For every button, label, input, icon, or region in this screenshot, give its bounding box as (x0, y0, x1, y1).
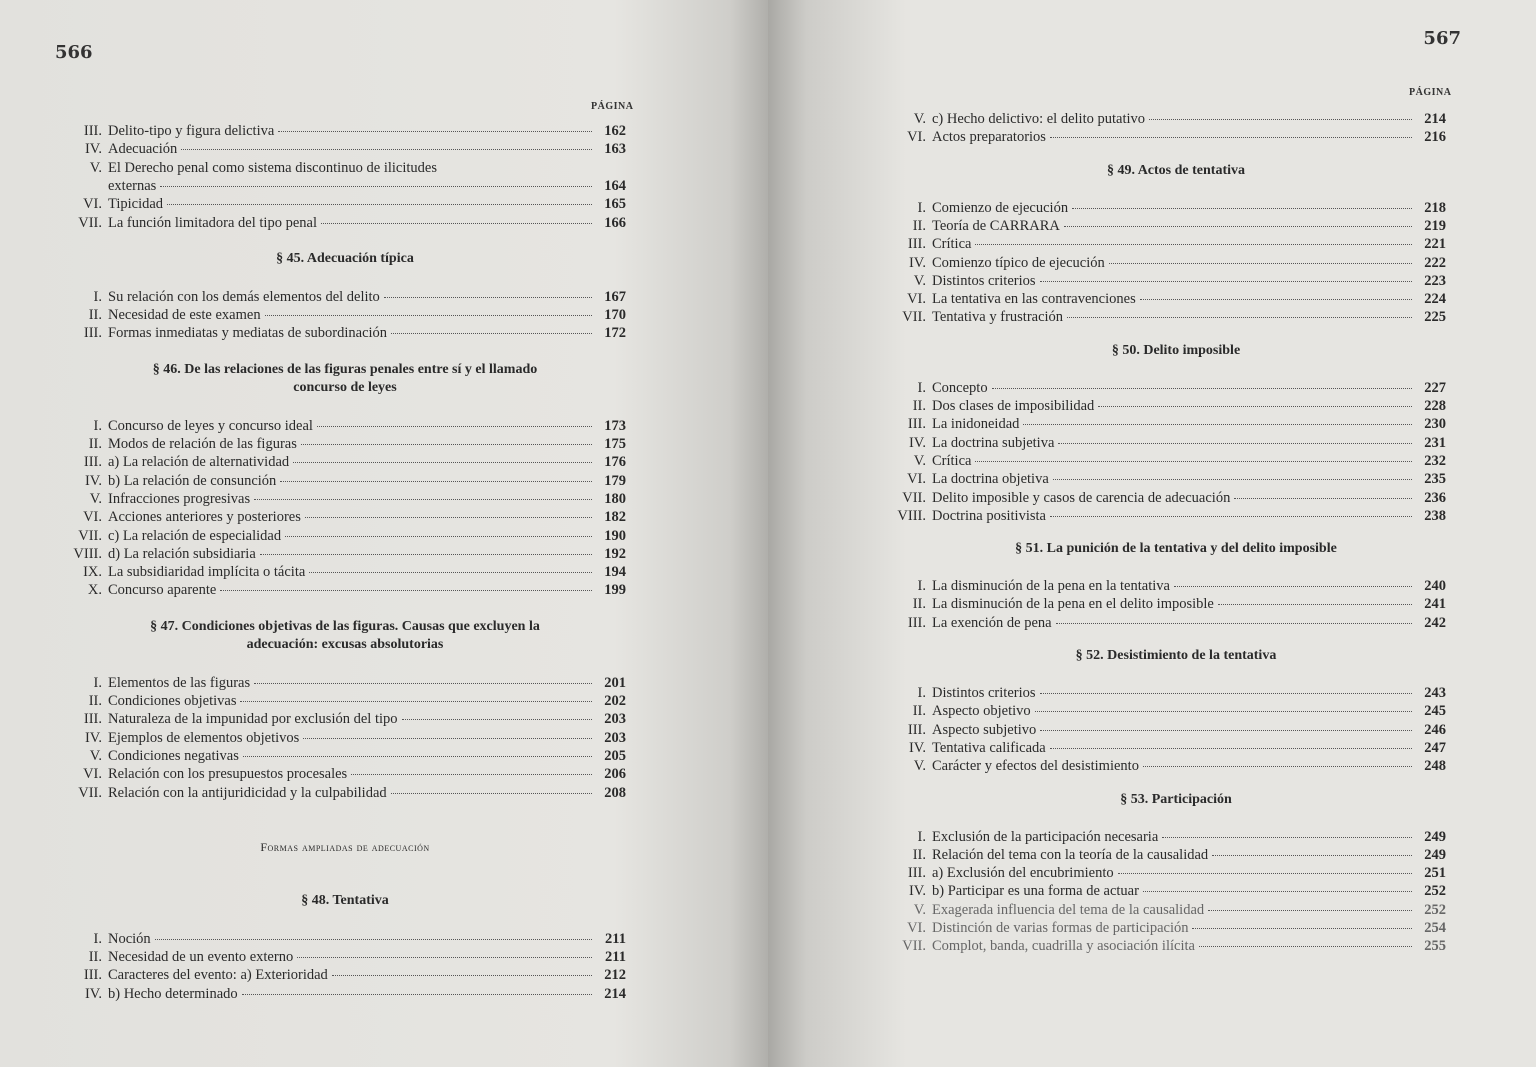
toc-entry (886, 937, 1446, 955)
leader-dots (1040, 269, 1412, 282)
entry-numeral: II. (912, 703, 926, 720)
leader-dots (1058, 431, 1412, 444)
entry-page: 218 (1424, 199, 1446, 216)
entry-page: 255 (1424, 938, 1446, 955)
entry-title: c) La relación de especialidad (108, 527, 282, 544)
leader-dots (301, 432, 592, 445)
section-heading-line: concurso de leyes (293, 379, 397, 395)
toc-entry (886, 614, 1446, 632)
leader-dots (254, 487, 592, 500)
entry-title: Formas inmediatas y mediatas de subordinación (108, 325, 388, 342)
entry-numeral: I. (917, 828, 926, 845)
entry-numeral: I. (93, 288, 102, 305)
leader-dots (1098, 394, 1412, 407)
entry-page: 231 (1424, 434, 1446, 451)
section-heading-line: adecuación: excusas absolutorias (246, 636, 444, 652)
entry-page: 202 (604, 693, 626, 709)
toc-entry (62, 214, 626, 232)
entry-title: Adecuación (108, 141, 178, 158)
leader-dots (384, 285, 592, 298)
entry-title: Delito imposible y casos de carencia de adecuación (932, 489, 1231, 506)
entry-numeral: V. (913, 901, 926, 918)
entry-numeral: IV. (908, 254, 926, 271)
entry-title: La disminución de la pena en la tentativa (932, 578, 1170, 595)
leader-dots (1140, 287, 1412, 300)
leader-dots (1050, 125, 1412, 138)
leader-dots (181, 137, 592, 150)
leader-dots (1143, 879, 1412, 892)
section-heading: § 52. Desistimiento de la tentativa (1075, 648, 1277, 663)
entry-title: Necesidad de un evento externo (108, 949, 294, 966)
leader-dots (1192, 916, 1412, 929)
part-heading: Formas ampliadas de adecuación (260, 839, 430, 854)
entry-title: Comienzo de ejecución (932, 199, 1069, 216)
leader-dots (1056, 611, 1412, 624)
entry-page: 241 (1424, 596, 1446, 613)
toc-entry (886, 128, 1446, 146)
entry-page: 249 (1424, 828, 1446, 845)
section-heading: § 48. Tentativa (301, 892, 389, 908)
leader-dots (297, 945, 592, 958)
leader-dots (1109, 251, 1412, 264)
entry-numeral: VIII. (897, 507, 926, 524)
entry-numeral: V. (89, 159, 102, 176)
entry-numeral: III. (83, 123, 102, 139)
entry-title: Concepto (932, 379, 988, 396)
entry-numeral: III. (83, 967, 102, 984)
entry-title: Dos clases de imposibilidad (932, 398, 1095, 414)
entry-page: 194 (604, 564, 626, 581)
entry-page: 211 (605, 949, 626, 966)
entry-page: 166 (604, 214, 626, 231)
entry-title: Distintos criterios (932, 685, 1036, 701)
leader-dots (260, 542, 592, 555)
leader-dots (975, 449, 1412, 462)
entry-page: 214 (1424, 111, 1446, 127)
leader-dots (155, 927, 592, 940)
entry-page: 245 (1424, 703, 1446, 720)
entry-numeral: III. (907, 416, 926, 433)
entry-title: Crítica (932, 452, 972, 469)
entry-title: Crítica (932, 236, 972, 253)
entry-page: 240 (1424, 578, 1446, 595)
entry-numeral: VI. (83, 766, 102, 783)
section-heading: § 50. Delito imposible (1111, 342, 1241, 358)
entry-numeral: IV. (84, 141, 102, 158)
column-header: PÁGINA (591, 101, 634, 112)
entry-page: 252 (1424, 883, 1446, 900)
entry-title: La inidoneidad (932, 416, 1020, 433)
entry-numeral: IV. (84, 729, 102, 746)
entry-numeral: V. (913, 272, 926, 289)
entry-numeral: VI. (907, 471, 926, 488)
leader-dots (280, 469, 592, 482)
entry-page: 225 (1424, 309, 1446, 326)
leader-dots (992, 376, 1412, 389)
toc-entry (62, 581, 626, 599)
entry-page: 246 (1424, 721, 1446, 738)
entry-page: 221 (1424, 236, 1446, 253)
entry-title: c) Hecho delictivo: el delito putativo (932, 111, 1146, 127)
entry-title: Aspecto objetivo (932, 703, 1031, 720)
entry-numeral: V. (89, 747, 102, 764)
entry-numeral: I. (917, 578, 926, 595)
entry-title: Condiciones negativas (108, 747, 239, 764)
entry-title: Complot, banda, cuadrilla y asociación ilícita (932, 938, 1195, 955)
entry-title: La función limitadora del tipo penal (108, 214, 317, 231)
entry-title: Tentativa y frustración (932, 309, 1064, 326)
section-heading: § 45. Adecuación típica (276, 250, 414, 266)
leader-dots (167, 192, 592, 205)
entry-page: 247 (1424, 739, 1446, 756)
toc-entry (886, 757, 1446, 775)
entry-page: 172 (604, 325, 626, 342)
entry-title: Actos preparatorios (932, 129, 1046, 146)
entry-numeral: VII. (78, 784, 102, 801)
entry-numeral: VII. (902, 489, 926, 506)
leader-dots (975, 232, 1412, 245)
leader-dots (1234, 486, 1412, 499)
entry-title: Exclusión de la participación necesaria (932, 828, 1159, 845)
leader-dots (1118, 861, 1412, 874)
leader-dots (1053, 467, 1412, 480)
entry-page: 201 (604, 674, 626, 691)
entry-title: Acciones anteriores y posteriores (108, 509, 301, 526)
entry-page: 190 (604, 527, 626, 544)
leader-dots (1050, 736, 1412, 749)
entry-title: Concurso de leyes y concurso ideal (108, 417, 313, 434)
entry-numeral: II. (88, 949, 102, 966)
entry-numeral: VI. (907, 129, 926, 146)
entry-title: Teoría de CARRARA (932, 217, 1060, 234)
entry-title: Noción (108, 930, 151, 947)
entry-page: 175 (604, 436, 626, 452)
entry-numeral: III. (907, 236, 926, 253)
entry-page: 232 (1424, 452, 1446, 469)
entry-title: Elementos de las figuras (108, 674, 251, 691)
entry-page: 199 (604, 582, 626, 599)
entry-page: 167 (604, 288, 626, 305)
leader-dots (1212, 843, 1412, 856)
entry-numeral: V. (89, 490, 102, 507)
leader-dots (243, 744, 592, 757)
leader-dots (391, 781, 592, 794)
entry-page: 230 (1424, 416, 1446, 433)
entry-title: b) Hecho determinado (108, 985, 238, 1002)
leader-dots (1208, 898, 1412, 911)
entry-numeral: VI. (907, 920, 926, 936)
entry-page: 216 (1424, 129, 1446, 146)
entry-page: 236 (1424, 489, 1446, 506)
entry-numeral: VIII. (73, 545, 102, 562)
page-number: 567 (1423, 28, 1461, 49)
entry-title: Relación con los presupuestos procesales (108, 766, 348, 783)
leader-dots (317, 414, 592, 427)
leader-dots (1067, 305, 1412, 318)
entry-numeral: II. (88, 693, 102, 709)
entry-title: La disminución de la pena en el delito imposible (932, 596, 1214, 613)
leader-dots (293, 450, 592, 463)
entry-page: 205 (604, 747, 626, 764)
entry-page: 206 (604, 766, 626, 783)
entry-numeral: V. (913, 452, 926, 469)
entry-numeral: I. (917, 379, 926, 396)
leader-dots (391, 321, 592, 334)
entry-title: Distinción de varias formas de participación (932, 920, 1189, 936)
leader-dots (1218, 592, 1412, 605)
entry-title: Tipicidad (108, 196, 164, 213)
entry-page: 251 (1424, 865, 1446, 882)
entry-title: Delito-tipo y figura delictiva (108, 123, 275, 139)
entry-page: 243 (1424, 685, 1446, 701)
entry-title: d) La relación subsidiaria (108, 545, 256, 562)
leader-dots (1199, 934, 1412, 947)
section-heading: § 51. La punición de la tentativa y del delito imposible (1015, 541, 1337, 557)
toc-entry (62, 140, 626, 158)
entry-title: La doctrina subjetiva (932, 434, 1055, 451)
leader-dots (160, 174, 592, 187)
leader-dots (309, 560, 592, 573)
entry-numeral: III. (907, 614, 926, 631)
entry-page: 165 (604, 196, 626, 213)
entry-numeral: II. (88, 436, 102, 452)
entry-page: 242 (1424, 614, 1446, 631)
leader-dots (265, 303, 592, 316)
entry-title: Carácter y efectos del desistimiento (932, 758, 1139, 775)
entry-page: 173 (604, 417, 626, 434)
entry-title: El Derecho penal como sistema discontinuo de ilicitudes (108, 159, 437, 176)
leader-dots (1040, 681, 1412, 694)
entry-title: Doctrina positivista (932, 507, 1046, 524)
entry-title: Relación del tema con la teoría de la causalidad (932, 846, 1209, 863)
leader-dots (220, 578, 592, 591)
entry-numeral: I. (93, 930, 102, 947)
entry-numeral: III. (907, 721, 926, 738)
leader-dots (1023, 412, 1412, 425)
entry-title: Exagerada influencia del tema de la causalidad (932, 901, 1205, 918)
entry-title: a) La relación de alternatividad (108, 454, 290, 471)
entry-title: Tentativa calificada (932, 739, 1046, 756)
section-heading: § 49. Actos de tentativa (1106, 162, 1246, 178)
leader-dots (285, 524, 592, 537)
entry-title-cont: externas (108, 177, 157, 194)
entry-title: Modos de relación de las figuras (108, 436, 297, 452)
entry-numeral: VI. (83, 509, 102, 526)
leader-dots (1040, 718, 1412, 731)
page-number: 566 (55, 42, 93, 63)
entry-numeral: VI. (83, 196, 102, 213)
entry-title: La subsidiaridad implícita o tácita (108, 564, 306, 581)
entry-page: 248 (1424, 758, 1446, 775)
entry-title: Ejemplos de elementos objetivos (108, 729, 300, 746)
entry-page: 254 (1424, 920, 1446, 936)
column-header: PÁGINA (1409, 87, 1452, 98)
leader-dots (1072, 196, 1412, 209)
entry-title: Infracciones progresivas (108, 490, 251, 507)
entry-page: 228 (1424, 398, 1446, 414)
leader-dots (240, 689, 592, 702)
leader-dots (321, 211, 592, 224)
leader-dots (332, 963, 592, 976)
entry-title: La tentativa en las contravenciones (932, 291, 1136, 308)
entry-title: b) Participar es una forma de actuar (932, 883, 1139, 900)
entry-title: Comienzo típico de ejecución (932, 254, 1105, 271)
leader-dots (1143, 754, 1412, 767)
entry-page: 170 (604, 307, 626, 324)
entry-page: 222 (1424, 254, 1446, 271)
entry-numeral: IV. (908, 883, 926, 900)
leader-dots (1050, 504, 1412, 517)
entry-numeral: V. (913, 111, 926, 127)
leader-dots (305, 505, 592, 518)
entry-numeral: II. (912, 596, 926, 613)
entry-title: Relación con la antijuridicidad y la culpabilidad (108, 784, 387, 801)
entry-numeral: VI. (907, 291, 926, 308)
entry-page: 223 (1424, 272, 1446, 289)
entry-page: 164 (604, 177, 626, 194)
entry-title: Su relación con los demás elementos del delito (108, 288, 380, 305)
entry-page: 180 (604, 490, 626, 507)
entry-numeral: IV. (84, 472, 102, 489)
entry-numeral: I. (93, 674, 102, 691)
entry-numeral: VII. (902, 938, 926, 955)
leader-dots (303, 726, 592, 739)
entry-page: 238 (1424, 507, 1446, 524)
entry-numeral: I. (917, 685, 926, 701)
toc-entry (62, 324, 626, 342)
entry-page: 163 (604, 141, 626, 158)
leader-dots (278, 119, 592, 132)
entry-numeral: VII. (78, 527, 102, 544)
section-heading-line: § 47. Condiciones objetivas de las figuras. Causas que excluyen la (150, 618, 540, 634)
entry-numeral: IV. (908, 434, 926, 451)
entry-page: 235 (1424, 471, 1446, 488)
entry-numeral: II. (88, 307, 102, 324)
entry-title: Concurso aparente (108, 582, 217, 599)
entry-title: Condiciones objetivas (108, 693, 237, 709)
entry-page: 212 (604, 967, 626, 984)
entry-numeral: III. (907, 865, 926, 882)
entry-numeral: IV. (84, 985, 102, 1002)
entry-page: 192 (604, 545, 626, 562)
entry-title: La exención de pena (932, 614, 1052, 631)
entry-numeral: VII. (78, 214, 102, 231)
leader-dots (351, 762, 592, 775)
entry-page: 224 (1424, 291, 1446, 308)
entry-numeral: VII. (902, 309, 926, 326)
leader-dots (1035, 699, 1412, 712)
toc-entry (62, 784, 626, 802)
entry-numeral: III. (83, 454, 102, 471)
entry-title: a) Exclusión del encubrimiento (932, 865, 1114, 882)
entry-title: Caracteres del evento: a) Exterioridad (108, 967, 328, 984)
entry-page: 203 (604, 729, 626, 746)
entry-page: 203 (604, 711, 626, 728)
entry-page: 182 (604, 509, 626, 526)
section-heading-line: § 46. De las relaciones de las figuras penales entre sí y el llamado (152, 361, 538, 377)
right-page (768, 0, 1536, 1067)
entry-page: 176 (604, 454, 626, 471)
entry-title: Naturaleza de la impunidad por exclusión del tipo (108, 711, 398, 728)
entry-numeral: III. (83, 325, 102, 342)
leader-dots (242, 982, 592, 995)
entry-numeral: II. (912, 217, 926, 234)
entry-page: 179 (604, 472, 626, 489)
entry-numeral: IX. (83, 564, 102, 581)
entry-numeral: I. (917, 199, 926, 216)
section-heading: § 53. Participación (1120, 791, 1232, 807)
entry-title: Aspecto subjetivo (932, 721, 1037, 738)
entry-page: 214 (604, 985, 626, 1002)
entry-page: 249 (1424, 846, 1446, 863)
entry-page: 252 (1424, 901, 1446, 918)
toc-entry (62, 985, 626, 1003)
leader-dots (402, 707, 592, 720)
entry-page: 162 (604, 123, 626, 139)
entry-numeral: X. (87, 582, 102, 599)
entry-page: 211 (605, 930, 626, 947)
leader-dots (1064, 214, 1412, 227)
entry-page: 219 (1424, 217, 1446, 234)
entry-numeral: II. (912, 398, 926, 414)
entry-numeral: IV. (908, 739, 926, 756)
entry-numeral: III. (83, 711, 102, 728)
leader-dots (1174, 574, 1412, 587)
entry-page: 208 (604, 784, 626, 801)
entry-numeral: V. (913, 758, 926, 775)
entry-title: b) La relación de consunción (108, 472, 277, 489)
toc-entry (886, 507, 1446, 525)
entry-title: La doctrina objetiva (932, 471, 1049, 488)
leader-dots (1149, 107, 1412, 120)
entry-title: Distintos criterios (932, 272, 1036, 289)
leader-dots (254, 671, 592, 684)
leader-dots (1162, 825, 1412, 838)
entry-numeral: I. (93, 417, 102, 434)
entry-title: Necesidad de este examen (108, 307, 261, 324)
toc-entry (886, 308, 1446, 326)
entry-page: 227 (1424, 379, 1446, 396)
entry-numeral: II. (912, 846, 926, 863)
